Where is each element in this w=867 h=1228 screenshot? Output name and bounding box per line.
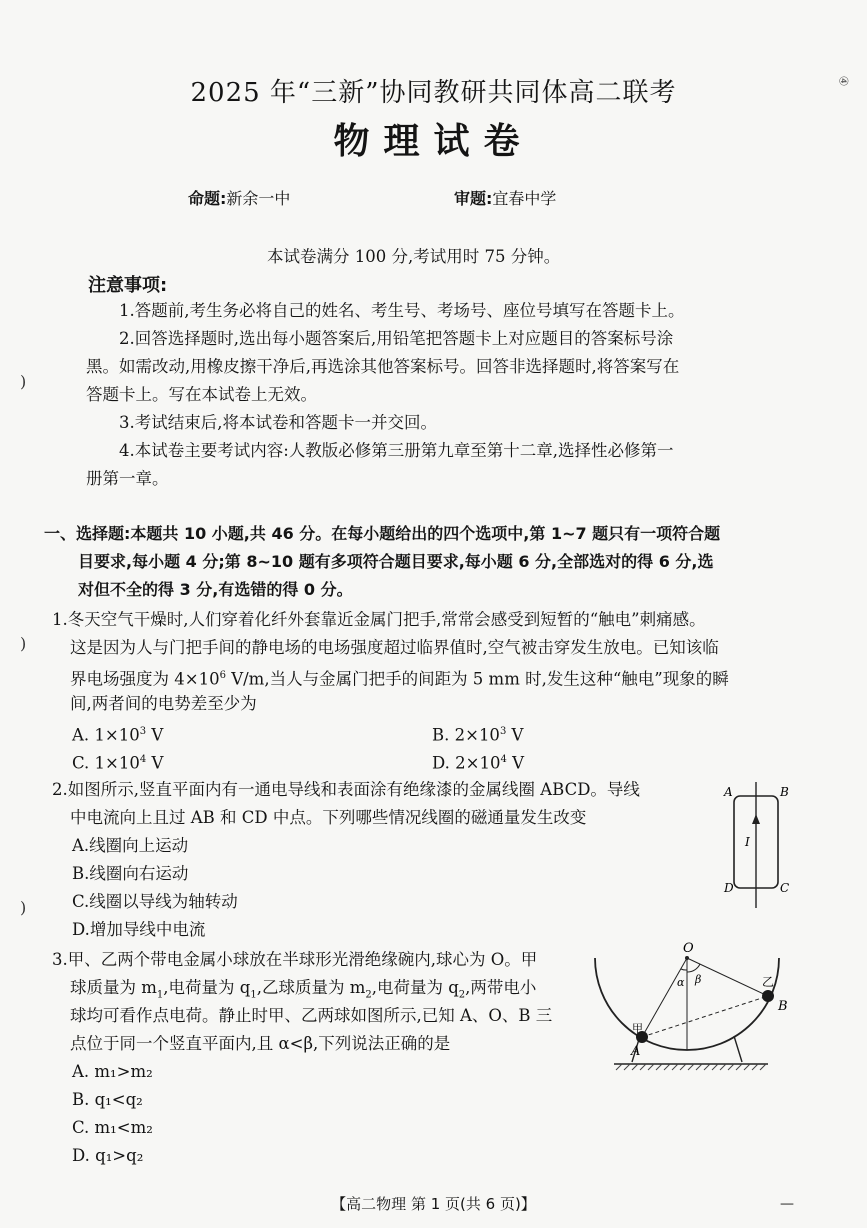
q3-stem: 球质量为 $m_1$,电荷量为 $q_1$,乙球质量为 $m_2$,电荷量为 $q_2$,两带电小 [70, 978, 537, 1001]
q3-option-a: A. m₁>m₂ [72, 1062, 153, 1081]
label-c: C [780, 881, 790, 895]
ground-hatch [616, 1064, 766, 1070]
notice-line: 4.本试卷主要考试内容:人教版必修第三册第九章至第十二章,选择性必修第一 [119, 441, 674, 460]
notice-line: 答题卡上。写在本试卷上无效。 [86, 385, 317, 404]
label-d: D [724, 881, 734, 895]
reviewer-value: 宜春中学 [492, 189, 557, 208]
label-o: O [683, 941, 694, 956]
margin-mark: ) [20, 898, 27, 917]
margin-mark: ) [20, 634, 27, 653]
section-heading: 对但不全的得 3 分,有选错的得 0 分。 [78, 580, 353, 599]
radius-oa [642, 958, 687, 1037]
exam-title: 2025 年“三新”协同教研共同体高二联考 [190, 78, 677, 108]
paper-title: 物理试卷 [333, 120, 534, 162]
reviewer-label: 审题: [454, 189, 493, 208]
q2-option-c: C.线圈以导线为轴转动 [72, 892, 238, 911]
q1-option-c: C. $1\times 10^4$ V [72, 753, 164, 773]
exam-info: 本试卷满分 100 分,考试用时 75 分钟。 [267, 247, 561, 266]
section-heading: 目要求,每小题 4 分;第 8~10 题有多项符合题目要求,每小题 6 分,全部选对的得 6 分,选 [78, 552, 714, 571]
label-i: I [745, 835, 750, 849]
q1-option-d: D. $2\times 10^4$ V [432, 753, 524, 773]
label-a: A [631, 1044, 641, 1059]
line-ab [642, 996, 768, 1037]
notice-heading: 注意事项: [88, 275, 168, 296]
q2-option-b: B.线圈向右运动 [72, 864, 189, 883]
q1-option-a: A. $1\times 10^3$ V [72, 725, 164, 745]
page-footer: 【高二物理 第 1 页(共 6 页)】 [331, 1195, 536, 1213]
q3-stem: 点位于同一个竖直平面内,且 α<β,下列说法正确的是 [70, 1034, 451, 1053]
q2-stem: 2.如图所示,竖直平面内有一通电导线和表面涂有绝缘漆的金属线圈 ABCD。导线 [52, 780, 640, 799]
q2-option-d: D.增加导线中电流 [72, 920, 206, 939]
label-b: B [778, 999, 788, 1014]
q3-bowl-figure [592, 938, 802, 1083]
label-b: B [780, 785, 789, 799]
label-yi: 乙 [762, 975, 775, 989]
q3-option-b: B. q₁<q₂ [72, 1090, 143, 1109]
notice-line: 2.回答选择题时,选出每小题答案后,用铅笔把答题卡上对应题目的答案标号涂 [119, 329, 674, 348]
beta-arc [687, 964, 700, 972]
reviewer-info [454, 186, 556, 209]
notice-line: 册第一章。 [86, 469, 169, 488]
setter-value: 新余一中 [226, 189, 291, 208]
q1-stem: 界电场强度为 $4\times 10^6$ V/m,当人与金属门把手的间距为 5 mm 时,发生这种“触电”现象的瞬 [70, 669, 729, 689]
label-alpha: α [677, 976, 685, 989]
q2-stem: 中电流向上且过 AB 和 CD 中点。下列哪些情况线圈的磁通量发生改变 [70, 808, 587, 827]
q1-stem: 1.冬天空气干燥时,人们穿着化纤外套靠近金属门把手,常常会感受到短暂的“触电”刺痛感。 [52, 610, 706, 629]
center-o [685, 956, 689, 960]
footer-dash: — [780, 1196, 794, 1212]
q2-option-a: A.线圈向上运动 [72, 836, 189, 855]
q3-stem: 球均可看作点电荷。静止时甲、乙两球如图所示,已知 A、O、B 三 [70, 1006, 553, 1025]
alpha-arc [681, 969, 687, 970]
q1-option-b: B. $2\times 10^3$ V [432, 725, 524, 745]
notice-line: 1.答题前,考生务必将自己的姓名、考生号、考场号、座位号填写在答题卡上。 [119, 301, 685, 320]
setter-info [188, 186, 290, 209]
notice-line: 黑。如需改动,用橡皮擦干净后,再选涂其他答案标号。回答非选择题时,将答案写在 [86, 357, 680, 376]
ball-yi [762, 990, 774, 1002]
q3-option-c: C. m₁<m₂ [72, 1118, 153, 1137]
q3-option-d: D. q₁>q₂ [72, 1146, 144, 1165]
notice-line: 3.考试结束后,将本试卷和答题卡一并交回。 [119, 413, 437, 432]
section-heading: 一、选择题:本题共 10 小题,共 46 分。在每小题给出的四个选项中,第 1~7 题只有一项符合题 [44, 524, 721, 543]
margin-mark: ) [20, 372, 27, 391]
q1-stem: 这是因为人与门把手间的静电场的电场强度超过临界值时,空气被击穿发生放电。已知该临 [70, 638, 719, 657]
label-a: A [724, 785, 733, 799]
label-jia: 甲 [632, 1022, 643, 1035]
q1-stem: 间,两者间的电势差至少为 [70, 694, 257, 713]
current-arrow-icon [752, 814, 760, 824]
label-beta: β [695, 973, 702, 986]
q2-coil-figure [718, 780, 798, 910]
q3-stem: 3.甲、乙两个带电金属小球放在半球形光滑绝缘碗内,球心为 O。甲 [52, 950, 538, 969]
setter-label: 命题: [188, 189, 227, 208]
corner-mark: ④ [836, 75, 851, 87]
